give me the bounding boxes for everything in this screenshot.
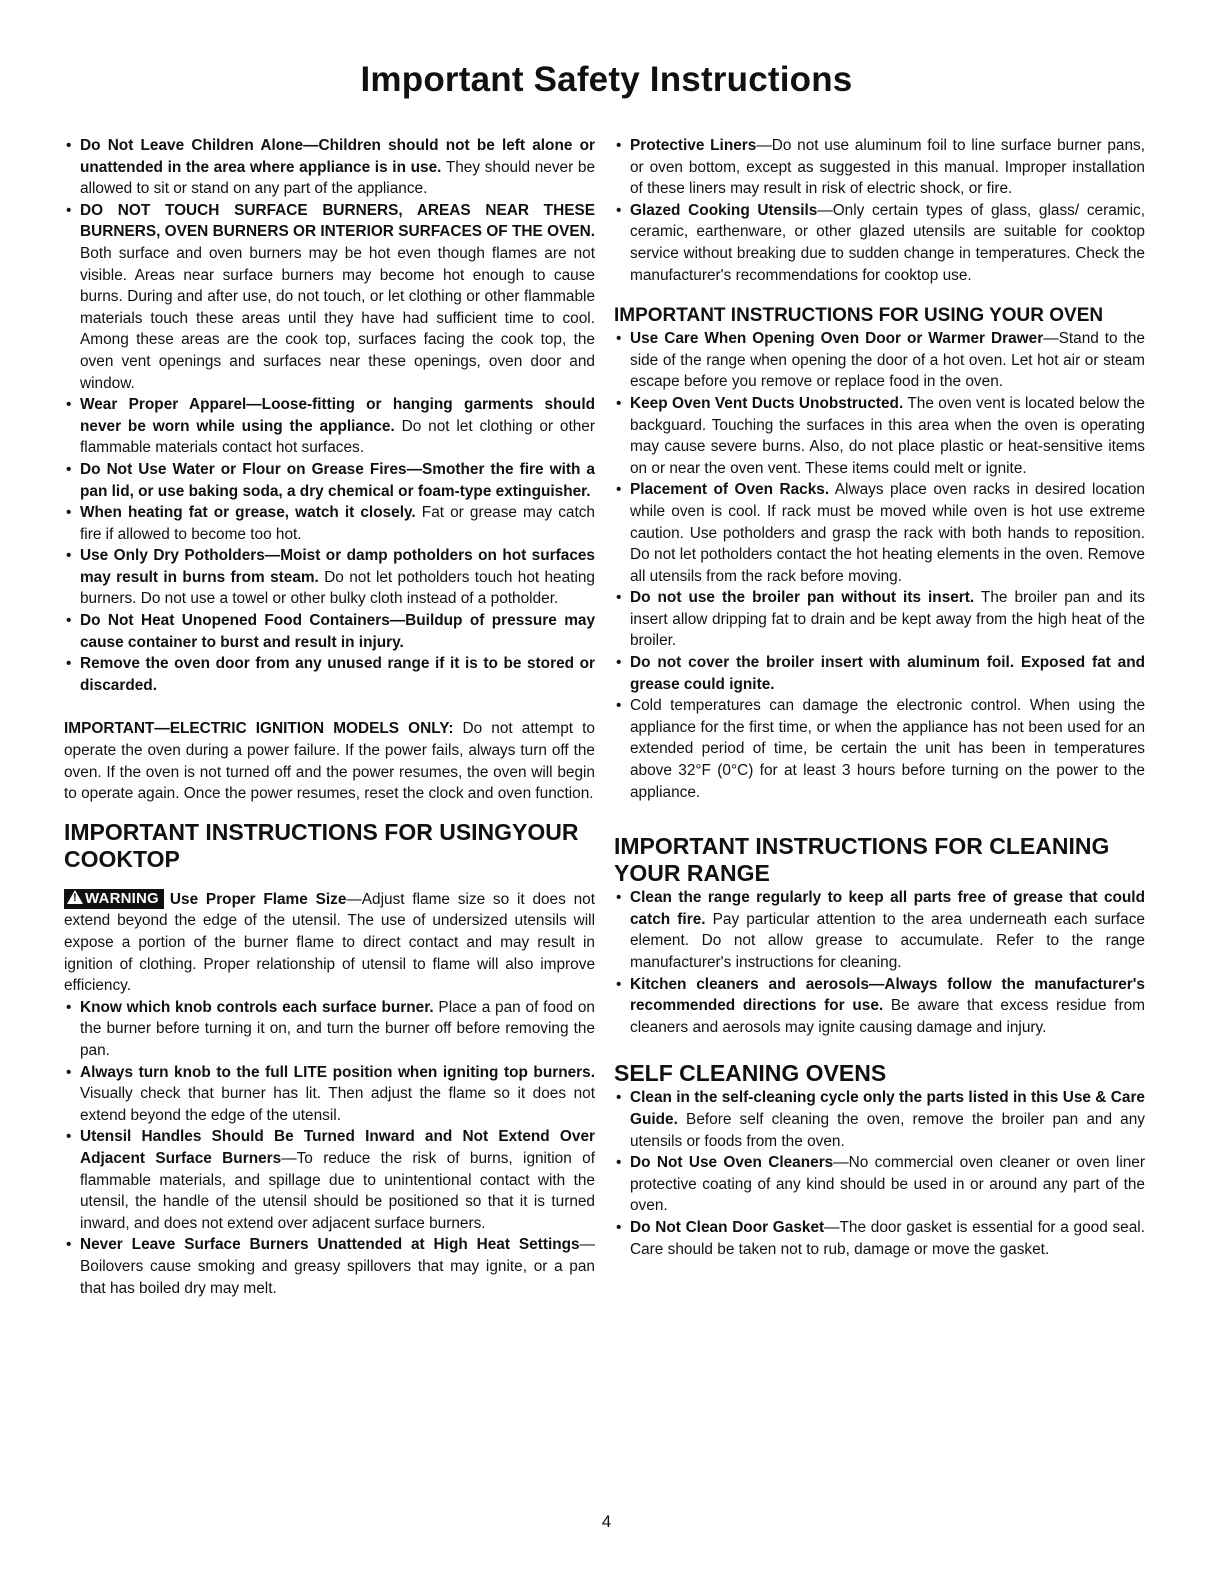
item-text: —Boilovers cause smoking and greasy spillovers that may ignite, or a pan that has boiled dry may melt.	[80, 1236, 595, 1297]
oven-list	[614, 328, 1145, 803]
self-cleaning-list	[614, 1087, 1145, 1260]
warning-badge-label: WARNING	[85, 889, 159, 907]
item-lead: Never Leave Surface Burners Unattended at High Heat Settings	[80, 1236, 580, 1254]
list-item	[614, 887, 1145, 973]
item-text: Fat or grease may catch fire if allowed to become too hot.	[80, 504, 595, 543]
item-text: The oven vent is located below the backguard. Touching the surfaces in this area when the oven is operating may cause severe burns. Also, do not place plastic or heat-sensitive items on or near the oven vent. These items could melt or ignite.	[630, 394, 1145, 477]
list-item	[64, 394, 595, 459]
warning-lead: Use Proper Flame Size	[169, 890, 347, 908]
item-text: Cold temperatures can damage the electronic control. When using the appliance for the first time, or when the appliance has not been used for an extended period of time, be certain the unit has been in temperatures above 32°F (0°C) for at least 3 hours before turning on the power to the appliance.	[630, 697, 1145, 801]
item-text: Pay particular attention to the area underneath each surface element. Do not allow grease to accumulate. Refer to the range manufacturer's instructions for cleaning.	[630, 910, 1145, 971]
page-number: 4	[601, 1512, 612, 1531]
item-text: Before self cleaning the oven, remove the broiler pan and any utensils or foods from the oven.	[630, 1110, 1145, 1150]
item-text: Do not let potholders touch hot heating burners. Do not use a towel or other bulky cloth instead of a potholder.	[80, 568, 595, 608]
list-item	[64, 653, 595, 696]
list-item	[64, 502, 595, 545]
item-text: Place a pan of food on the burner before turning it on, and turn the burner off before removing the pan.	[80, 998, 595, 1059]
cleaning-heading: IMPORTANT INSTRUCTIONS FOR CLEANING YOUR RANGE	[614, 833, 1110, 887]
cooktop-list	[64, 997, 595, 1299]
list-item	[614, 587, 1145, 652]
item-text: Visually check that burner has lit. Then adjust the flame so it does not extend beyond the edge of the utensil.	[80, 1085, 595, 1124]
list-item	[64, 1126, 595, 1234]
item-lead: Kitchen cleaners and aerosols—Always follow the manufacturer's recommended directions for use.	[630, 975, 1145, 1015]
item-lead: Clean the range regularly to keep all parts free of grease that could catch fire.	[630, 889, 1145, 928]
item-lead: Do Not Leave Children Alone—Children should not be left alone or unattended in the area where appliance is in use.	[80, 137, 595, 176]
item-lead: Placement of Oven Racks.	[630, 481, 830, 499]
list-item	[64, 1234, 595, 1299]
item-lead: Do not cover the broiler insert with aluminum foil. Exposed fat and grease could ignite.	[630, 654, 1145, 693]
general-safety-list	[64, 135, 595, 696]
warning-paragraph	[64, 889, 595, 997]
list-item	[64, 610, 595, 653]
item-text: —The door gasket is essential for a good seal. Care should be taken not to rub, damage or move the gasket.	[630, 1218, 1145, 1258]
warning-badge	[64, 889, 164, 909]
item-lead: Glazed Cooking Utensils	[630, 201, 818, 219]
list-item	[614, 974, 1145, 1039]
note-lead: IMPORTANT—ELECTRIC IGNITION MODELS ONLY:	[64, 720, 454, 738]
list-item	[614, 479, 1145, 587]
item-text: —Stand to the side of the range when opening the door of a hot oven. Let hot air or steam escape before you remove or replace food in the oven.	[630, 330, 1145, 391]
warning-text: —Adjust flame size so it does not extend beyond the edge of the utensil. The use of undersized utensils will expose a portion of the burner flame to direct contact and may result in ignition of clothing. Proper relationship of utensil to flame will also improve efficiency.	[64, 890, 595, 995]
list-item	[614, 393, 1145, 479]
item-lead: Do Not Heat Unopened Food Containers—Buildup of pressure may cause container to burst and result in injury.	[80, 612, 595, 651]
item-lead: Utensil Handles Should Be Turned Inward and Not Extend Over Adjacent Surface Burners	[80, 1128, 595, 1167]
item-lead: Wear Proper Apparel—Loose-fitting or hanging garments should never be worn while using the appliance.	[80, 396, 595, 435]
item-lead: Know which knob controls each surface burner.	[80, 998, 434, 1016]
list-item	[64, 997, 595, 1062]
item-text: Be aware that excess residue from cleaners and aerosols may ignite causing damage and injury.	[630, 997, 1145, 1036]
list-item	[614, 135, 1145, 200]
item-text: They should never be allowed to sit or stand on any part of the appliance.	[80, 158, 596, 198]
list-item	[64, 200, 595, 394]
item-text: —To reduce the risk of burns, ignition of flammable materials, and spillage due to unintentional contact with the utensil, the handle of the utensil should be positioned so that it is turned inward, and does not extend over adjacent surface burners.	[80, 1149, 595, 1232]
item-lead: Protective Liners	[630, 137, 757, 154]
note-text: Do not attempt to operate the oven during a power failure. If the power fails, always turn off the oven. If the oven is not turned off and the power resumes, the oven will begin to operate again. Once the power resumes, reset the clock and oven function.	[64, 720, 595, 803]
electric-ignition-note	[64, 718, 595, 804]
item-text: —No commercial oven cleaner or oven liner protective coating of any kind should be used in or around any part of the oven.	[630, 1154, 1145, 1215]
list-item	[614, 1087, 1145, 1152]
item-lead: Use Care When Opening Oven Door or Warmer Drawer	[630, 330, 1044, 348]
cleaning-list	[614, 887, 1145, 1038]
item-lead: Keep Oven Vent Ducts Unobstructed.	[630, 394, 904, 412]
item-lead: Do not use the broiler pan without its insert.	[630, 589, 975, 607]
page-title: Important Safety Instructions	[360, 60, 853, 99]
item-text: The broiler pan and its insert allow dripping fat to drain and be kept away from the high heat of the broiler.	[630, 589, 1145, 650]
list-item	[614, 200, 1145, 286]
item-lead: Use Only Dry Potholders—Moist or damp potholders on hot surfaces may result in burns from steam.	[80, 547, 595, 586]
item-lead: Always turn knob to the full LITE position when igniting top burners.	[80, 1063, 595, 1081]
item-lead: DO NOT TOUCH SURFACE BURNERS, AREAS NEAR THESE BURNERS, OVEN BURNERS OR INTERIOR SURFACES OF THE OVEN.	[80, 201, 595, 241]
left-column	[64, 135, 595, 1299]
list-item	[614, 695, 1145, 803]
liners-utensils-list	[614, 135, 1145, 286]
list-item	[64, 1062, 595, 1127]
item-text: Always place oven racks in desired location while oven is cool. If rack must be moved while oven is hot use extreme caution. Use potholders and grasp the rack with both hands to reposition. Do not let potholders contact the hot heating elements in the oven. Remove all utensils from the rack before moving.	[630, 481, 1145, 585]
list-item	[614, 1152, 1145, 1217]
item-text: —Do not use aluminum foil to line surface burner pans, or oven bottom, except as suggested in this manual. Improper installation of these liners may result in risk of electric shock, or fire.	[630, 137, 1145, 198]
list-item	[614, 1217, 1145, 1260]
item-lead: Do Not Use Water or Flour on Grease Fires—Smother the fire with a pan lid, or use baking soda, a dry chemical or foam-type extinguisher.	[80, 460, 595, 500]
item-lead: When heating fat or grease, watch it closely.	[80, 504, 416, 522]
cooktop-heading: IMPORTANT INSTRUCTIONS FOR USINGYOUR COOKTOP	[64, 818, 579, 872]
list-item	[614, 652, 1145, 695]
list-item	[64, 459, 595, 502]
list-item	[64, 545, 595, 610]
oven-heading: IMPORTANT INSTRUCTIONS FOR USING YOUR OVEN	[614, 305, 1104, 327]
item-text: —Only certain types of glass, glass/ ceramic, ceramic, earthenware, or other glazed utensils are suitable for cooktop service without breaking due to sudden change in temperatures. Check the manufacturer's recommendations for cooktop use.	[630, 201, 1145, 284]
item-text: Do not let clothing or other flammable materials contact hot surfaces.	[80, 417, 595, 457]
self-cleaning-heading: SELF CLEANING OVENS	[614, 1060, 887, 1087]
right-column	[614, 135, 1145, 1260]
warning-triangle-icon: !	[67, 890, 83, 904]
item-lead: Remove the oven door from any unused range if it is to be stored or discarded.	[80, 655, 595, 694]
item-lead: Do Not Clean Door Gasket	[630, 1218, 825, 1236]
item-lead: Do Not Use Oven Cleaners	[630, 1154, 834, 1172]
item-lead: Clean in the self-cleaning cycle only the parts listed in this Use & Care Guide.	[630, 1089, 1145, 1128]
list-item	[64, 135, 595, 200]
list-item	[614, 328, 1145, 393]
item-text: Both surface and oven burners may be hot even though flames are not visible. Areas near surface burners may become hot enough to cause burns. During and after use, do not touch, or let clothing or other flammable materials touch these areas until they have had sufficient time to cool. Among these areas are the cook top, surfaces facing the cook top, the oven vent openings and surfaces near these openings, oven door and window.	[80, 244, 595, 392]
